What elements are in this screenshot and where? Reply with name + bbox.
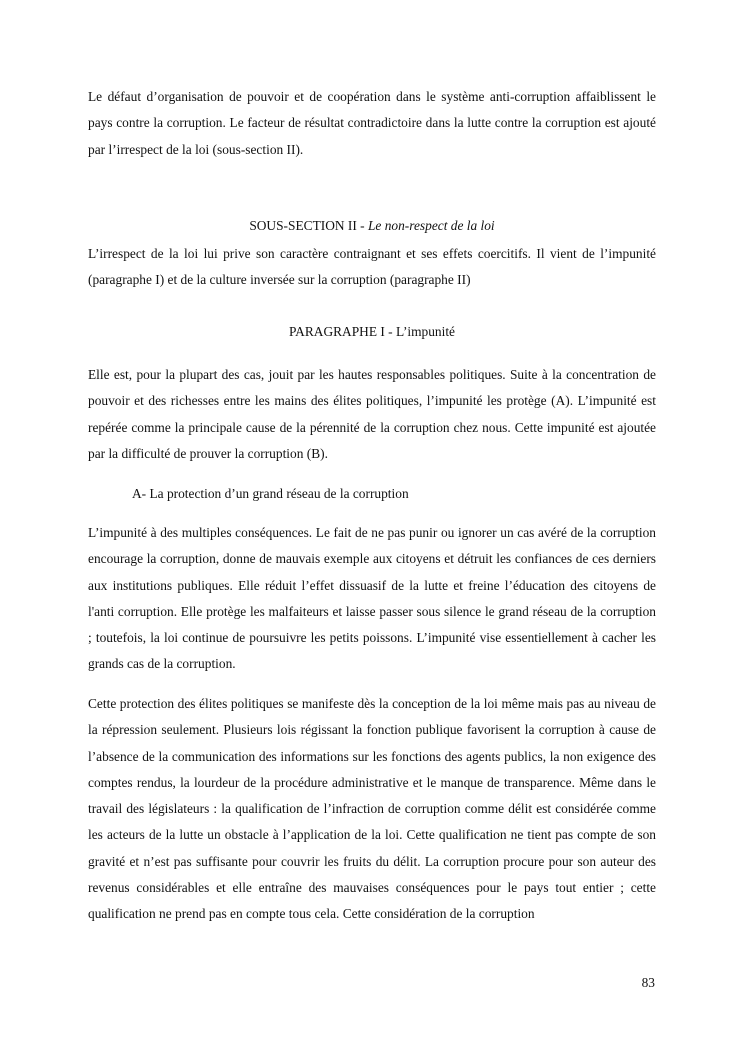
intro-paragraph: Le défaut d’organisation de pouvoir et de coopération dans le système anti-corruption affaiblissent le pays contre la corruption. Le facteur de résultat contradictoire dans la lutte contre la corruption est ajouté par l’irrespect de la loi (sous-section II). <box>88 89 656 157</box>
subsection-title: Le non-respect de la loi <box>367 218 495 233</box>
subsection-prefix: SOUS-SECTION II - <box>249 218 368 233</box>
subsection-heading <box>88 218 656 234</box>
paragraph-heading: PARAGRAPHE I - L’impunité <box>288 324 456 339</box>
body-paragraph-1: L’impunité à des multiples conséquences. Le fait de ne pas punir ou ignorer un cas avéré de la corruption encourage la corruption, donne de mauvais exemple aux citoyens et détruit les confiances de ces derniers aux institutions publiques. Elle réduit l’effet dissuasif de la lutte et freine l’éducation des citoyens de l'anti corruption. Elle protège les malfaiteurs et laisse passer sous silence le grand réseau de la corruption ; toutefois, la loi continue de poursuivre les petits poissons. L’impunité vise essentiellement à cacher les grands cas de la corruption. <box>88 525 656 672</box>
subsection-intro-paragraph: L’irrespect de la loi lui prive son caractère contraignant et ses effets coercitifs. Il vient de l’impunité (paragraphe I) et de la culture inversée sur la corruption (paragraphe II) <box>88 246 656 288</box>
body-paragraph-2: Cette protection des élites politiques se manifeste dès la conception de la loi même mais pas au niveau de la répression seulement. Plusieurs lois régissant la fonction publique favorisent la corruption à cause de l’absence de la communication des informations sur les fonctions des agents publics, la non exigence des comptes rendus, la lourdeur de la procédure administrative et le manque de transparence. Même dans le travail des législateurs : la qualification de l’infraction de corruption comme délit est considérée comme les acteurs de la lutte un obstacle à l’application de la loi. Cette qualification ne tient pas compte de son gravité et n’est pas suffisante pour couvrir les fruits du délit. La corruption procure pour son auteur des revenus considérables et elle entraîne des mauvaises conséquences pour le pays tout entier ; cette qualification ne prend pas en compte tous cela. Cette considération de la corruption <box>88 696 656 922</box>
item-a-heading: A- La protection d’un grand réseau de la corruption <box>132 486 409 501</box>
paragraph-intro: Elle est, pour la plupart des cas, jouit par les hautes responsables politiques. Suite à la concentration de pouvoir et des richesses entre les mains des élites politiques, l’impunité les protège (A). L’impunité est repérée comme la principale cause de la pérennité de la corruption chez nous. Cette impunité est ajoutée par la difficulté de prouver la corruption (B). <box>88 367 656 461</box>
page-number: 83 <box>641 975 655 990</box>
